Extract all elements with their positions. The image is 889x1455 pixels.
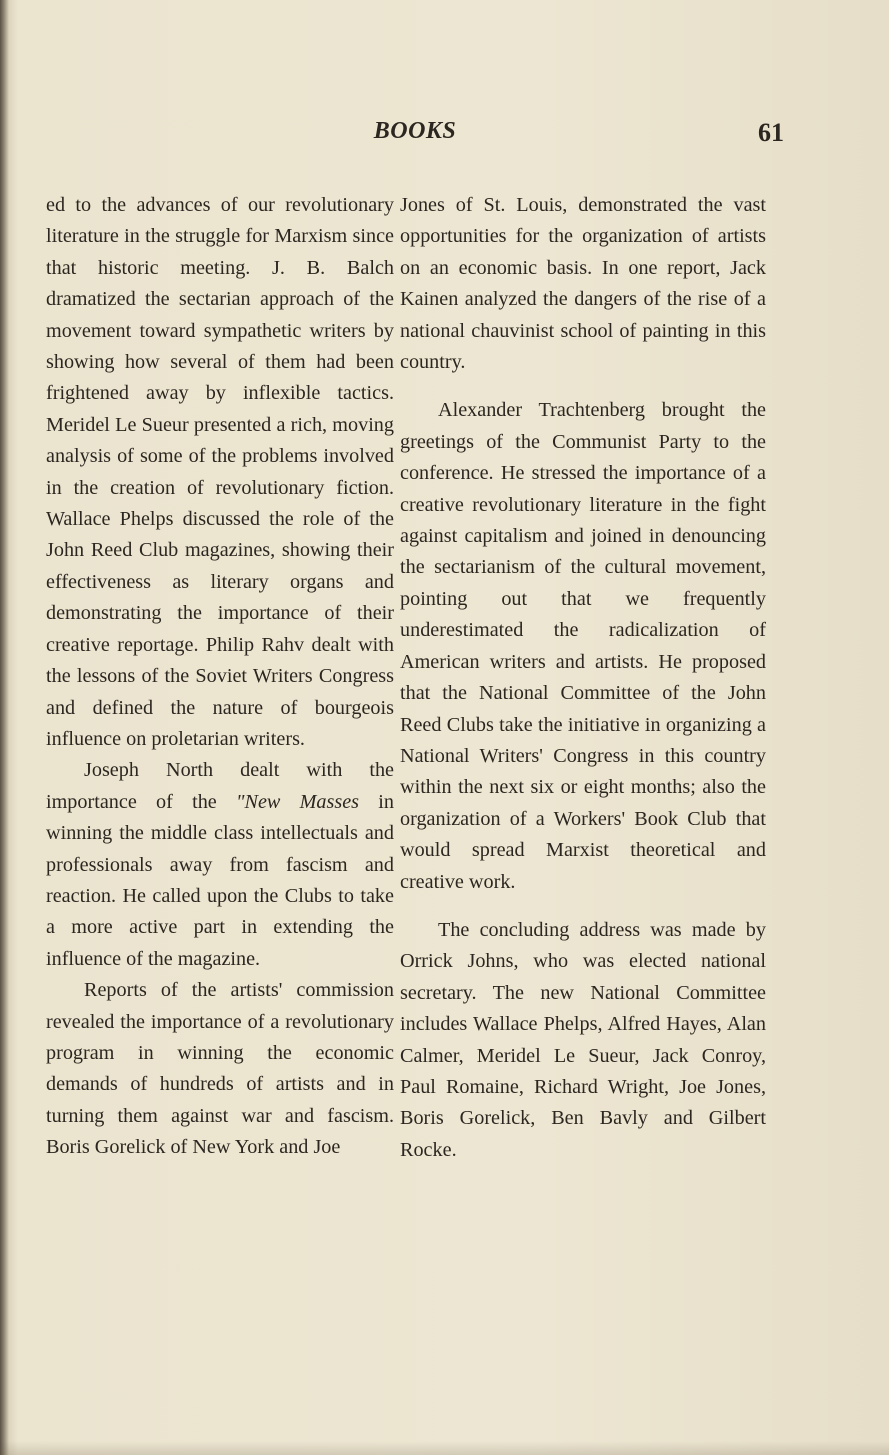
running-head <box>0 118 889 158</box>
left-paragraph-3: Reports of the artists' commission revealed the importance of a revolutionary program in winning the economic demands of hundreds of artists and in turning them against war and fascism. Boris Gorelick of New York and Joe <box>46 979 394 1159</box>
new-masses-title: "New Masses <box>236 790 360 813</box>
left-paragraph-2-text-start: Joseph North dealt with the importance of the <box>46 759 394 813</box>
right-paragraph-3: The concluding address was made by Orrick Johns, who was elected national secretary. The new National Committee includes Wallace Phelps, Alfred Hayes, Alan Calmer, Meridel Le Sueur, Jack Conroy, Paul Romaine, Richard Wright, Joe Jones, Boris Gorelick, Ben Bavly and Gilbert Rocke. <box>400 918 766 1161</box>
left-paragraph-2-text-end: in winning the middle class intellectuals and professionals away from fascism and reaction. He called upon the Clubs to take a more active part in extending the influence of the magazine. <box>46 790 394 970</box>
right-paragraph-1: Jones of St. Louis, demonstrated the vast opportunities for the organization of artists on an economic basis. In one report, Jack Kainen analyzed the dangers of the rise of a national chauvinist school of painting in this country. <box>400 194 766 374</box>
right-paragraph-2: Alexander Trachtenberg brought the greetings of the Communist Party to the conference. He stressed the importance of a creative revolutionary literature in the fight against capitalism and joined in denouncing the sectarianism of the cultural movement, pointing out that we frequently underestimated the radicalization of American writers and artists. He proposed that the National Committee of the John Reed Clubs take the initiative in organizing a National Writers' Congress in this country within the next six or eight months; also the organization of a Workers' Book Club that would spread Marxist theoretical and creative work. <box>400 399 766 893</box>
left-column <box>46 190 394 1164</box>
left-paragraph-1: ed to the advances of our revolutionary literature in the struggle for Marxism since that historic meeting. J. B. Balch dramatized the sectarian approach of the movement toward sympathetic writers by showing how several of them had been frightened away by inflexible tactics. Meridel Le Sueur presented a rich, moving analysis of some of the problems involved in the creation of revolutionary fiction. Wallace Phelps discussed the role of the John Reed Club magazines, showing their effectiveness as literary organs and demonstrating the importance of their creative reportage. Philip Rahv dealt with the lessons of the Soviet Writers Congress and defined the nature of bourgeois influence on proletarian writers. <box>46 194 394 750</box>
section-title: BOOKS <box>373 118 457 144</box>
page-number: 61 <box>758 118 784 147</box>
right-column <box>400 190 766 1166</box>
left-paragraph-2 <box>46 755 394 975</box>
